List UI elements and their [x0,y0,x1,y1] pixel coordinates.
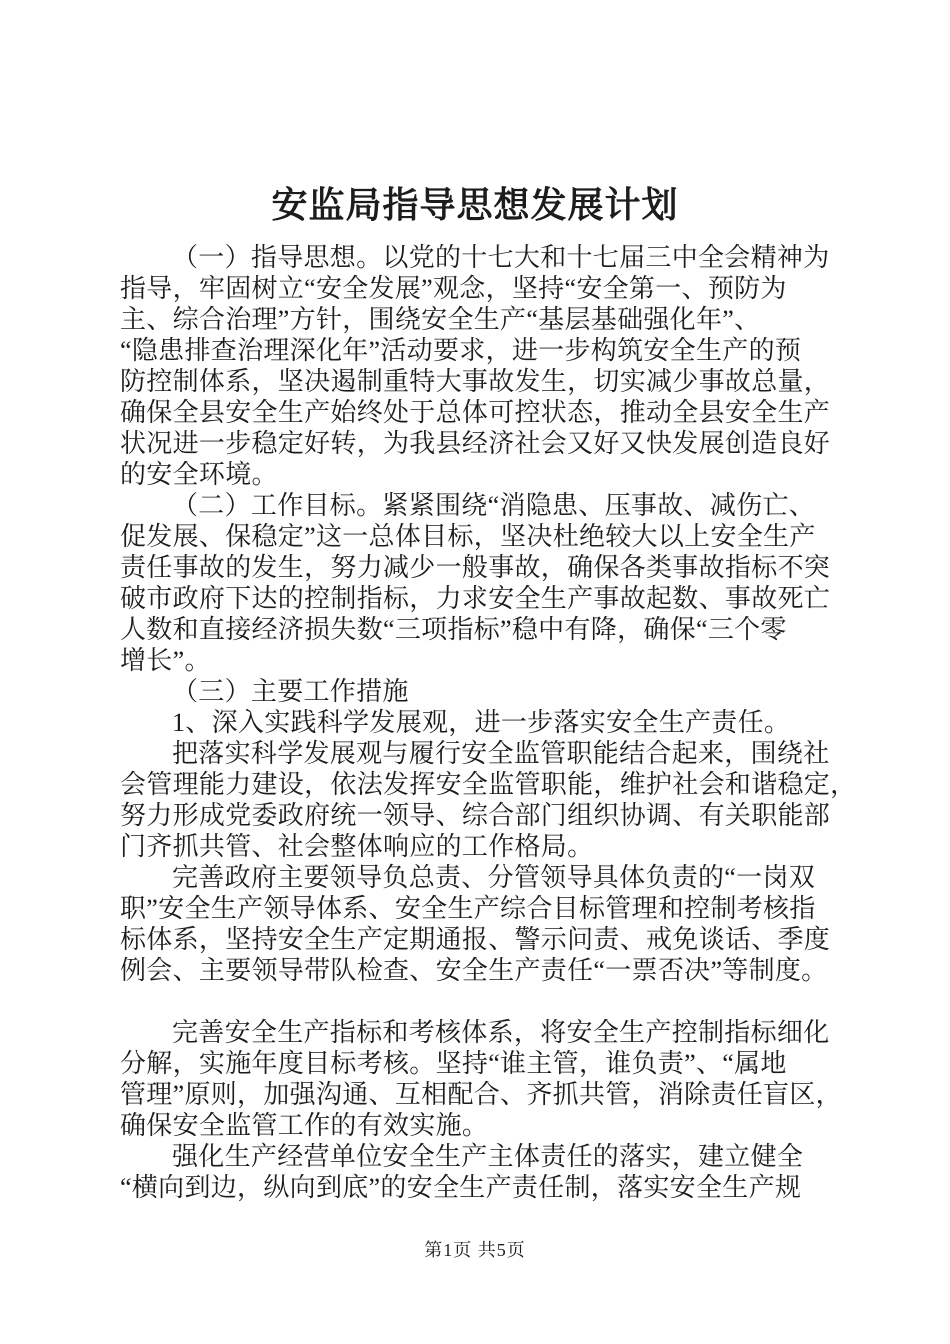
text-line: 努力形成党委政府统一领导、综合部门组织协调、有关职能部 [120,801,831,830]
page-footer [120,1236,830,1262]
text-line: 破市政府下达的控制指标，力求安全生产事故起数、事故死亡 [120,584,831,613]
text-line: 主、综合治理”方针，围绕安全生产“基层基础强化年”、 [120,305,761,334]
page-number-label: 第1页 共5页 [424,1240,526,1260]
text-line: （二）工作目标。紧紧围绕“消隐患、压事故、减伤亡、 [172,491,816,520]
text-line: （三）主要工作措施 [172,677,409,706]
paragraph [120,707,830,738]
text-line: 把落实科学发展观与履行安全监管职能结合起来，围绕社 [172,739,830,768]
text-line: 门齐抓共管、社会整体响应的工作格局。 [120,832,594,861]
text-line: 促发展、保稳定”这一总体目标，坚决杜绝较大以上安全生产 [120,522,816,551]
document-title: 安监局指导思想发展计划 [271,185,679,225]
text-line: 完善安全生产指标和考核体系，将安全生产控制指标细化 [172,1018,830,1047]
paragraph [120,986,830,1017]
text-line: 分解，实施年度目标考核。坚持“谁主管，谁负责”、“属地 [120,1049,787,1078]
paragraph [120,676,830,707]
text-line: 职”安全生产领导体系、安全生产综合目标管理和控制考核指 [120,894,816,923]
text-line: “隐患排查治理深化年”活动要求，进一步构筑安全生产的预 [120,336,802,365]
text-line: 1、深入实践科学发展观，进一步落实安全生产责任。 [172,708,791,737]
text-line: 的安全环境。 [120,460,278,489]
paragraph [120,242,830,490]
text-line: 人数和直接经济损失数“三项指标”稳中有降，确保“三个零 [120,615,787,644]
paragraph [120,1141,830,1203]
paragraph [120,1017,842,1141]
text-line: 指导，牢固树立“安全发展”观念，坚持“安全第一、预防为 [120,274,787,303]
paragraph [120,738,857,862]
text-line: 会管理能力建设，依法发挥安全监管职能，维护社会和谐稳定， [120,770,857,799]
text-line: 责任事故的发生，努力减少一般事故，确保各类事故指标不突 [120,553,831,582]
text-line: 确保全县安全生产始终处于总体可控状态，推动全县安全生产 [120,398,831,427]
paragraph [120,862,830,986]
text-line: 标体系，坚持安全生产定期通报、警示问责、戒免谈话、季度 [120,925,831,954]
paragraph [120,490,830,676]
text-line: （一）指导思想。以党的十七大和十七届三中全会精神为 [172,243,830,272]
text-line: 状况进一步稳定好转，为我县经济社会又好又快发展创造良好 [120,429,831,458]
text-line: 强化生产经营单位安全生产主体责任的落实，建立健全 [172,1142,804,1171]
text-line: 例会、主要领导带队检查、安全生产责任“一票否决”等制度。 [120,956,828,985]
text-line: 确保安全监管工作的有效实施。 [120,1111,489,1140]
document-body [120,242,857,1203]
text-line: “横向到边，纵向到底”的安全生产责任制，落实安全生产规 [120,1173,802,1202]
text-line: 防控制体系，坚决遏制重特大事故发生，切实减少事故总量， [120,367,831,396]
text-line: 增长”。 [120,646,211,675]
text-line [120,986,830,1017]
text-line: 管理”原则，加强沟通、互相配合、齐抓共管，消除责任盲区， [120,1080,842,1109]
text-line: 完善政府主要领导负总责、分管领导具体负责的“一岗双 [172,863,816,892]
